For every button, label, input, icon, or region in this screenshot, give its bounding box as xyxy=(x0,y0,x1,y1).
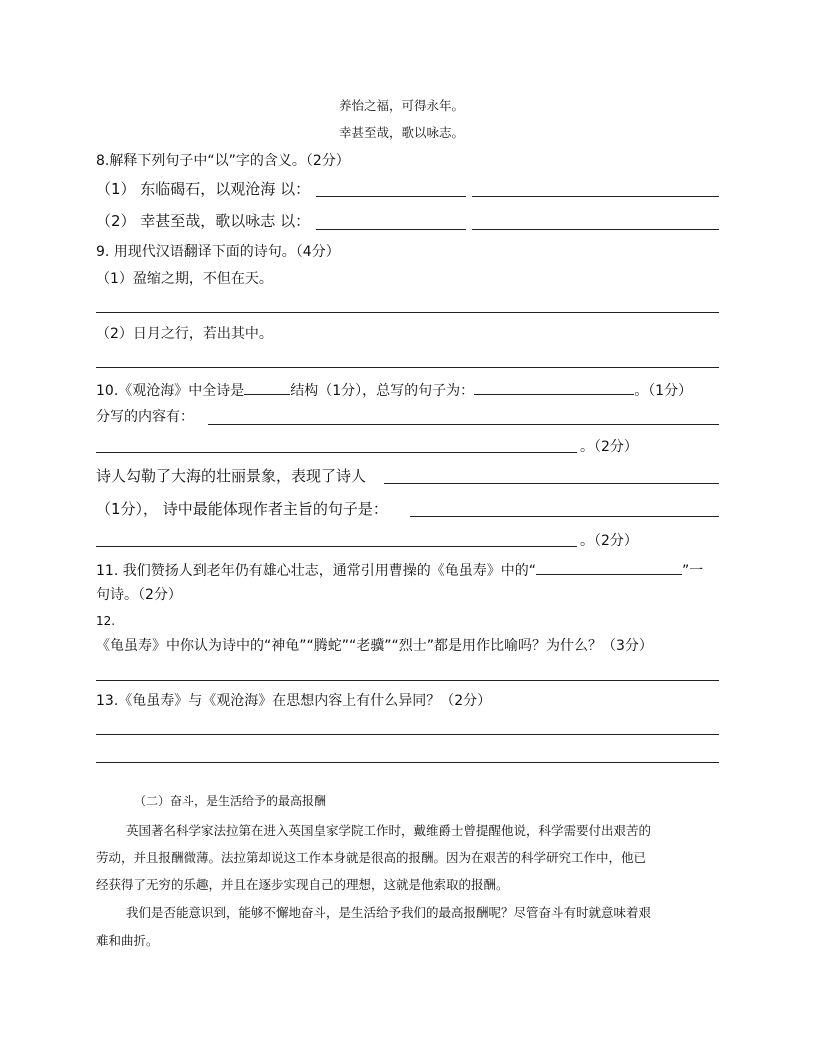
q10-main-idea-blank xyxy=(410,516,719,517)
q10-end-2: 。（2分） xyxy=(580,533,638,549)
poem-line-1: 养怡之福，可得永年。 xyxy=(339,98,465,113)
q10-main-idea-line-2 xyxy=(96,546,577,547)
q12-number: 12. xyxy=(96,614,116,628)
q9-item-2: （2）日月之行，若出其中。 xyxy=(96,326,273,342)
section2-p1-line-1: 英国著名科学家法拉第在进入英国皇家学院工作时，戴维爵士曾提醒他说，科学需要付出艰苦的 xyxy=(126,823,652,838)
q8-item-2: （2） 幸甚至哉，歌以咏志 以： xyxy=(96,212,311,230)
q10-part-b: 结构（1分），总写的句子为： xyxy=(290,383,475,399)
q10-poet-blank xyxy=(384,483,719,484)
q10-fen-line-2 xyxy=(96,452,577,453)
q8-item-1-blank-b xyxy=(472,196,719,197)
q10-blank-structure xyxy=(244,380,290,395)
q10-part-c: 。（1分） xyxy=(634,383,693,399)
q10-line-1 xyxy=(96,380,692,400)
q10-end-1: 。（2分） xyxy=(580,439,638,455)
q13-answer-line-1 xyxy=(96,734,719,735)
section2-title: （二）奋斗，是生活给予的最高报酬 xyxy=(134,794,327,808)
q11-part-b: ”一 xyxy=(681,563,704,579)
q9-stem: 9. 用现代汉语翻译下面的诗句。（4分） xyxy=(96,244,340,260)
q8-item-2-blank-b xyxy=(472,229,719,230)
q10-blank-general xyxy=(474,380,634,395)
section2-p2-line-2: 难和曲折。 xyxy=(96,933,159,948)
q12-text: 《龟虽寿》中你认为诗中的“神龟”“腾蛇”“老骥”“烈士”都是用作比喻吗？为什么？（3分） xyxy=(96,638,653,654)
q10-fen-label: 分写的内容有： xyxy=(96,409,194,425)
q9-item-1: （1）盈缩之期，不但在天。 xyxy=(96,271,273,287)
section2-p1-line-2: 劳动，并且报酬微薄。法拉第却说这工作本身就是很高的报酬。因为在艰苦的科学研究工作中，他已 xyxy=(96,850,647,865)
q11-line-1 xyxy=(96,560,703,580)
q8-item-1-blank-a xyxy=(316,196,466,197)
poem-line-2: 幸甚至哉，歌以咏志。 xyxy=(339,125,465,140)
q8-item-2-blank-a xyxy=(316,229,466,230)
q10-main-idea: （1分）， 诗中最能体现作者主旨的句子是： xyxy=(96,500,388,518)
q13-answer-line-2 xyxy=(96,762,719,763)
q13-text: 13.《龟虽寿》与《观沧海》在思想内容上有什么异同？（2分） xyxy=(96,693,492,709)
q9-answer-line-2 xyxy=(96,367,719,368)
q10-fen-line-1 xyxy=(208,424,719,425)
q11-blank xyxy=(536,560,682,575)
section2-p2-line-1: 我们是否能意识到，能够不懈地奋斗，是生活给予我们的最高报酬呢？尽管奋斗有时就意味着艰 xyxy=(126,905,652,920)
q10-part-a: 10.《观沧海》中全诗是 xyxy=(96,383,245,399)
q11-part-a: 11. 我们赞扬人到老年仍有雄心壮志，通常引用曹操的《龟虽寿》中的“ xyxy=(96,563,536,579)
q12-answer-line xyxy=(96,680,719,681)
section2-p1-line-3: 经获得了无穷的乐趣，并且在逐步实现自己的理想，这就是他索取的报酬。 xyxy=(96,877,509,892)
q8-stem: 8.解释下列句子中“以”字的含义。（2分） xyxy=(96,153,350,169)
q8-item-1: （1） 东临碣石，以观沧海 以： xyxy=(96,180,311,198)
q10-poet-line: 诗人勾勒了大海的壮丽景象，表现了诗人 xyxy=(96,467,367,485)
q11-line-2: 句诗。（2分） xyxy=(96,587,182,603)
q9-answer-line-1 xyxy=(96,312,719,313)
